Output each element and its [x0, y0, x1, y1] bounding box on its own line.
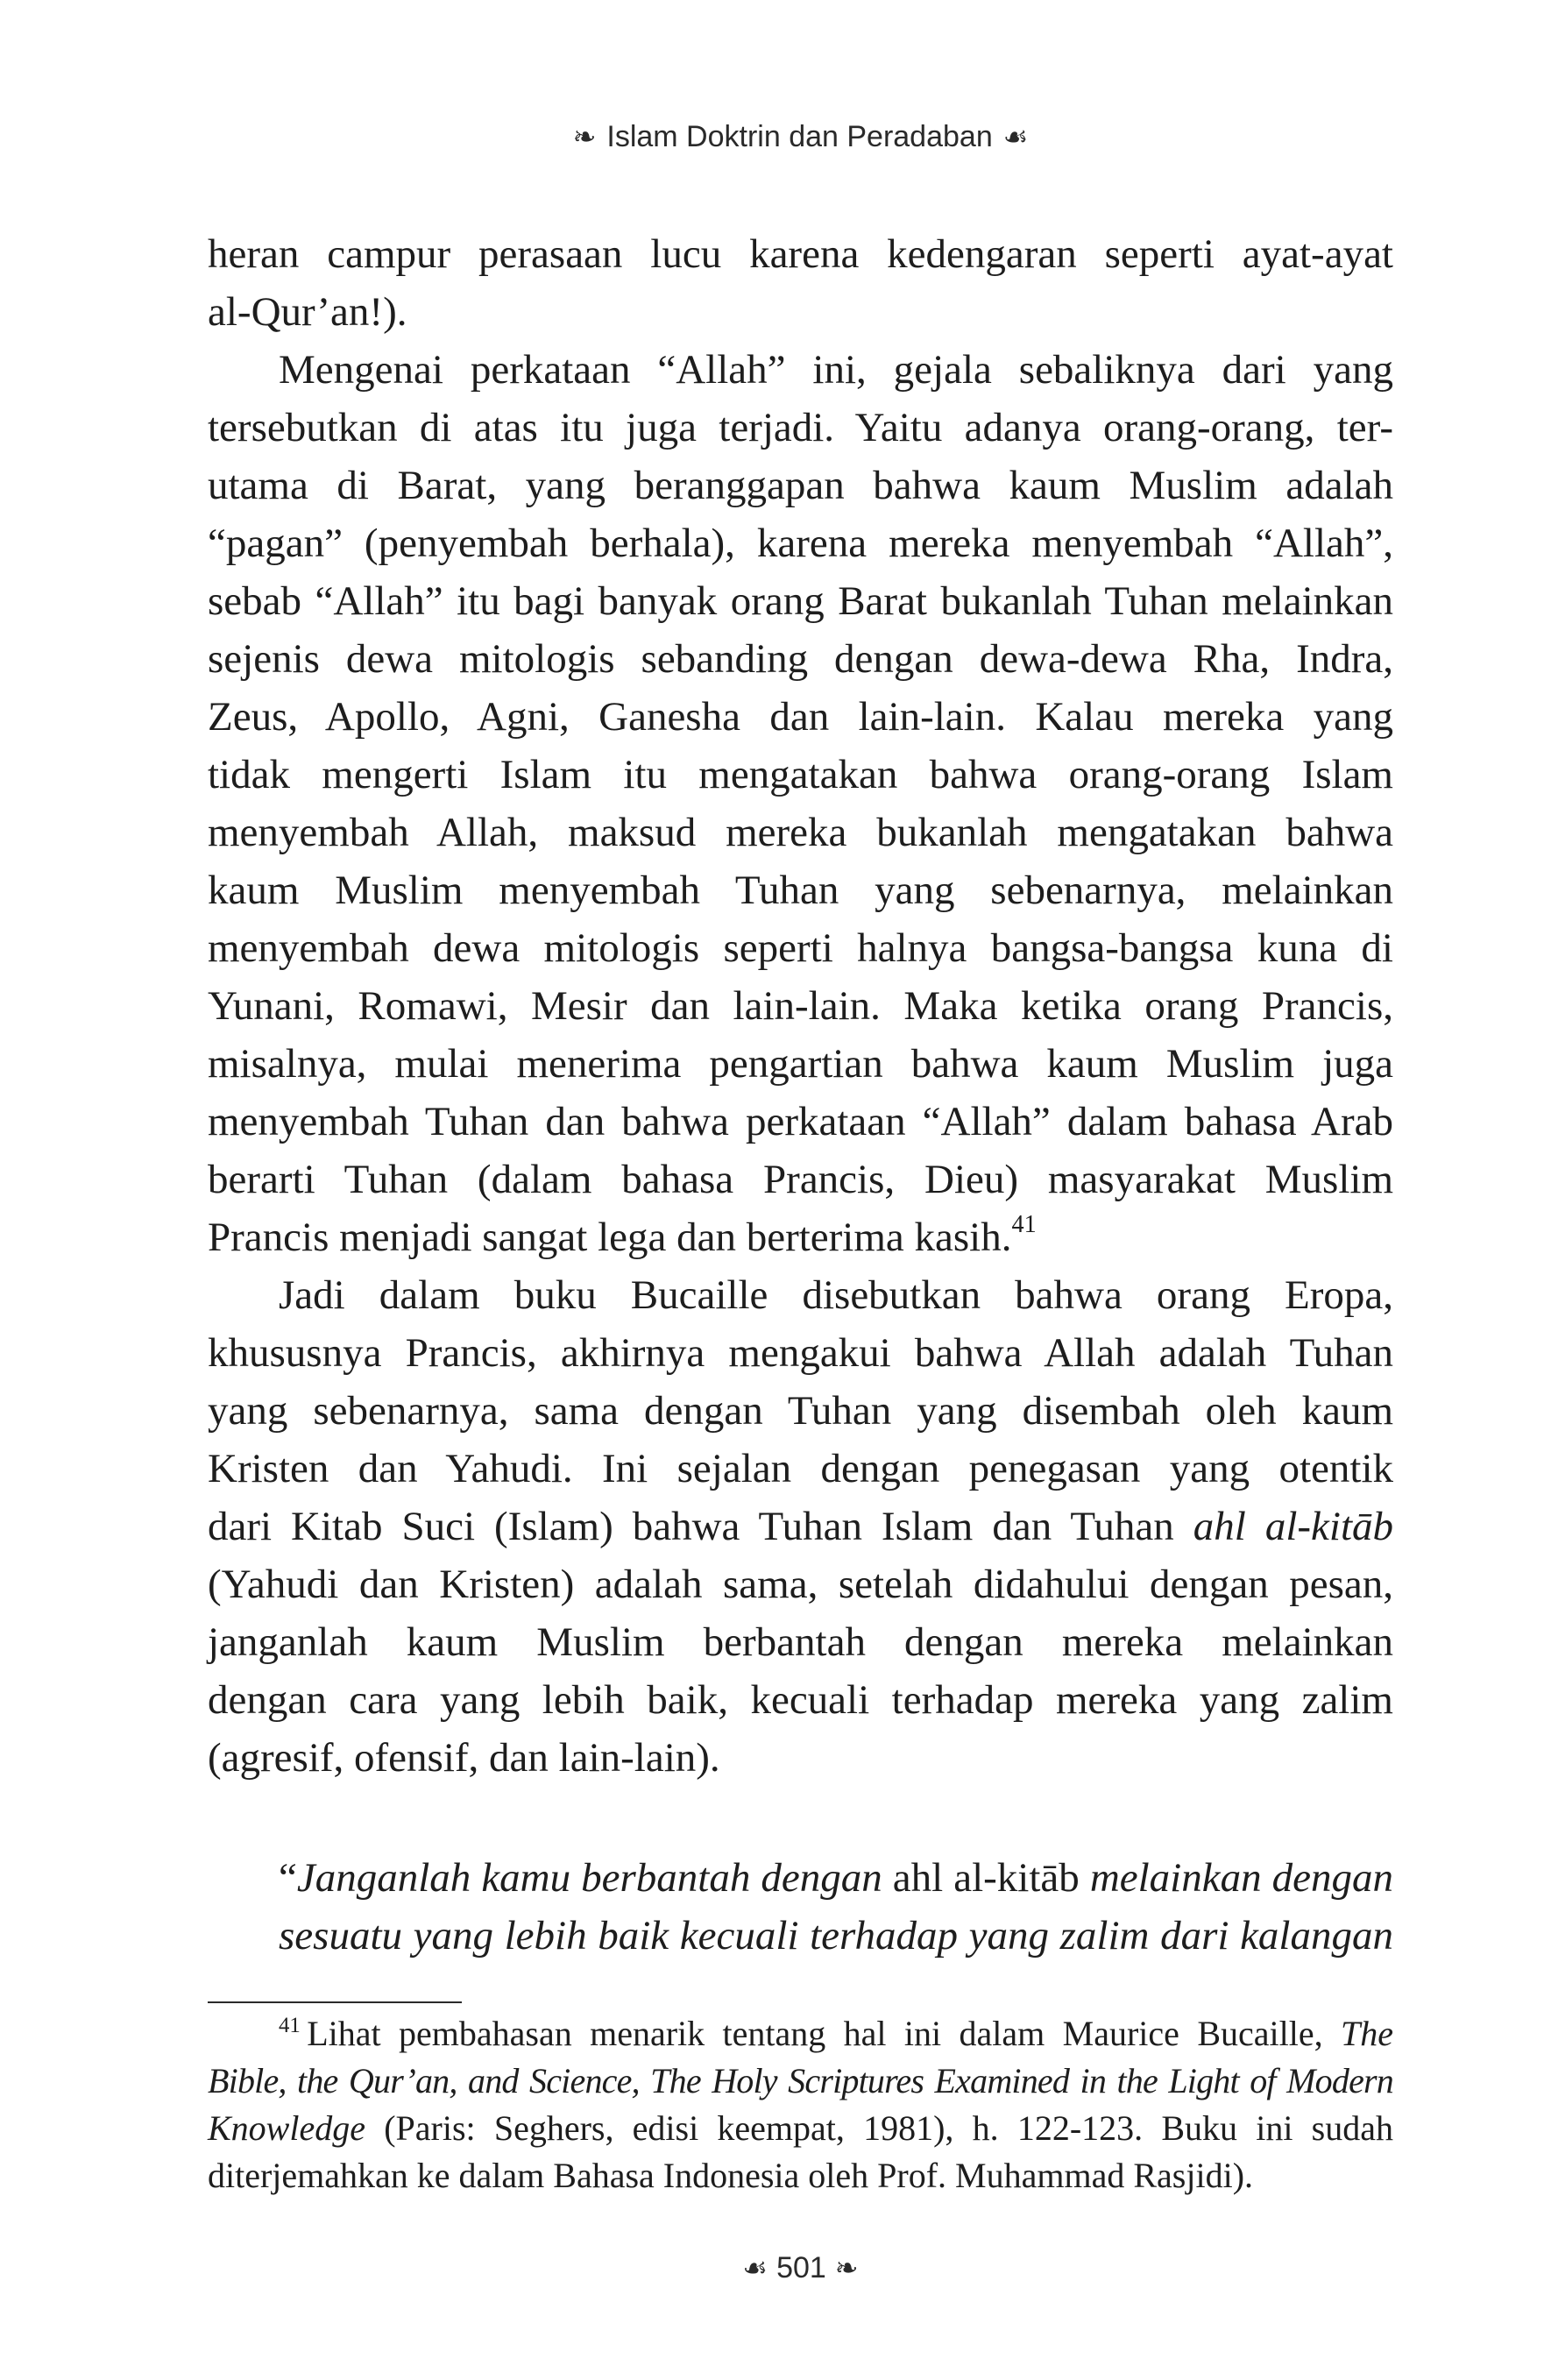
footnote-number: 41 — [279, 2014, 301, 2038]
footnote-text: Lihat pembahasan menarik tentang hal ini dalam Maurice Bucaille, — [307, 2014, 1323, 2053]
line-text: menyembah Tuhan dan bahwa perkataan “Allah” dalam bahasa Arab — [208, 1099, 1393, 1144]
left-fleuron-icon: ❧ — [572, 120, 597, 153]
right-fleuron-icon: ❧ — [834, 2251, 859, 2284]
body-line — [208, 225, 1393, 283]
quote-text: Janganlah kamu berbantah dengan — [296, 1855, 882, 1901]
line-text: Zeus, Apollo, Agni, Ganesha dan lain-lain. Kalau mereka yang — [208, 694, 1393, 740]
line-text: misalnya, mulai menerima pengartian bahwa kaum Muslim juga — [208, 1041, 1393, 1087]
body-line — [208, 1035, 1393, 1093]
footnote-title: Bible, the Qur’an, and Science, The Holy Scriptures Examined in the Light of Modern — [208, 2061, 1393, 2100]
footnote-title: Knowledge — [208, 2108, 365, 2148]
body-line — [208, 399, 1393, 457]
line-text: (agresif, ofensif, dan lain-lain). — [208, 1735, 720, 1781]
footnote-line — [208, 2152, 1393, 2199]
line-text: khususnya Prancis, akhirnya mengakui bahwa Allah adalah Tuhan — [208, 1330, 1393, 1376]
footnote-line — [208, 2010, 1393, 2058]
running-header — [208, 112, 1393, 161]
line-text: Mengenai perkataan “Allah” ini, gejala sebaliknya dari yang — [279, 347, 1393, 393]
quote-text: sesuatu yang lebih baik kecuali terhadap yang zalim dari kalangan — [279, 1913, 1393, 1959]
body-line — [208, 572, 1393, 630]
line-text: “pagan” (penyembah berhala), karena mereka menyembah “Allah”, — [208, 521, 1393, 566]
line-text: menyembah Allah, maksud mereka bukanlah mengatakan bahwa — [208, 810, 1393, 855]
line-text: sejenis dewa mitologis sebanding dengan dewa-dewa Rha, Indra, — [208, 636, 1393, 682]
body-line — [208, 861, 1393, 919]
left-fleuron-icon: ☙ — [742, 2251, 768, 2284]
body-line — [208, 746, 1393, 804]
footnote-title: The — [1341, 2014, 1393, 2053]
body-line — [208, 341, 1393, 399]
line-text: utama di Barat, yang beranggapan bahwa kaum Muslim adalah — [208, 463, 1393, 508]
quote-term: ahl al-kitāb — [892, 1855, 1080, 1901]
body-line — [208, 977, 1393, 1035]
line-text: janganlah kaum Muslim berbantah dengan mereka melainkan — [208, 1619, 1393, 1665]
footnotes — [208, 2010, 1393, 2199]
line-text: heran campur perasaan lucu karena kedengaran seperti ayat-ayat — [208, 231, 1393, 277]
body-line — [208, 1440, 1393, 1498]
quote-line — [208, 1907, 1393, 1965]
block-quote — [208, 1849, 1393, 1965]
body-line — [208, 804, 1393, 861]
body-line — [208, 1613, 1393, 1671]
body-line — [208, 1382, 1393, 1440]
line-text: (Yahudi dan Kristen) adalah sama, setelah didahului dengan pesan, — [208, 1562, 1393, 1607]
line-text: Yunani, Romawi, Mesir dan lain-lain. Maka ketika orang Prancis, — [208, 983, 1393, 1029]
body-line — [208, 1671, 1393, 1729]
quote-text: melainkan dengan — [1089, 1855, 1393, 1901]
line-text: berarti Tuhan (dalam bahasa Prancis, Dieu) masyarakat Muslim — [208, 1157, 1393, 1202]
line-text: dari Kitab Suci (Islam) bahwa Tuhan Islam dan Tuhan — [208, 1504, 1174, 1549]
body-line — [208, 1498, 1393, 1555]
page-number: 501 — [776, 2251, 826, 2284]
running-footer — [208, 2244, 1393, 2291]
footnote-separator — [208, 2001, 462, 2003]
footnote-text: diterjemahkan ke dalam Bahasa Indonesia oleh Prof. Muhammad Rasjidi). — [208, 2156, 1254, 2195]
body-text — [208, 225, 1393, 1787]
body-line — [208, 457, 1393, 514]
body-line — [208, 630, 1393, 688]
paragraph-1 — [208, 225, 1393, 341]
line-text: Jadi dalam buku Bucaille disebutkan bahwa orang Eropa, — [279, 1272, 1393, 1318]
footnote-line — [208, 2105, 1393, 2152]
body-line — [208, 514, 1393, 572]
quote-line — [208, 1849, 1393, 1907]
footnote-line — [208, 2058, 1393, 2105]
line-text: menyembah dewa mitologis seperti halnya bangsa-bangsa kuna di — [208, 925, 1393, 971]
line-text: sebab “Allah” itu bagi banyak orang Barat bukanlah Tuhan melainkan — [208, 578, 1393, 624]
line-text: dengan cara yang lebih baik, kecuali terhadap mereka yang zalim — [208, 1677, 1393, 1723]
body-line — [208, 1208, 1393, 1266]
body-line — [208, 688, 1393, 746]
footnote-text: (Paris: Seghers, edisi keempat, 1981), h. 122-123. Buku ini sudah — [384, 2108, 1393, 2148]
line-text: Prancis menjadi sangat lega dan berterima kasih. — [208, 1215, 1012, 1260]
open-quote-mark: “ — [279, 1855, 297, 1901]
line-text: kaum Muslim menyembah Tuhan yang sebenarnya, melainkan — [208, 868, 1393, 913]
body-line — [208, 1729, 1393, 1787]
body-line — [208, 1093, 1393, 1151]
paragraph-3 — [208, 1266, 1393, 1787]
body-line — [208, 1324, 1393, 1382]
paragraph-2 — [208, 341, 1393, 1266]
line-text: al-Qur’an!). — [208, 289, 407, 335]
body-line — [208, 1266, 1393, 1324]
body-line — [208, 283, 1393, 341]
body-line — [208, 919, 1393, 977]
line-text: tersebutkan di atas itu juga terjadi. Yaitu adanya orang-orang, ter- — [208, 405, 1393, 450]
italic-term: ahl al-kitāb — [1193, 1504, 1393, 1549]
line-text: yang sebenarnya, sama dengan Tuhan yang disembah oleh kaum — [208, 1388, 1393, 1434]
body-line — [208, 1151, 1393, 1208]
right-fleuron-icon: ☙ — [1002, 120, 1029, 153]
body-line — [208, 1555, 1393, 1613]
header-title: Islam Doktrin dan Peradaban — [606, 120, 993, 153]
footnote-reference: 41 — [1011, 1210, 1037, 1238]
line-text: tidak mengerti Islam itu mengatakan bahwa orang-orang Islam — [208, 752, 1393, 797]
line-text: Kristen dan Yahudi. Ini sejalan dengan penegasan yang otentik — [208, 1446, 1393, 1491]
